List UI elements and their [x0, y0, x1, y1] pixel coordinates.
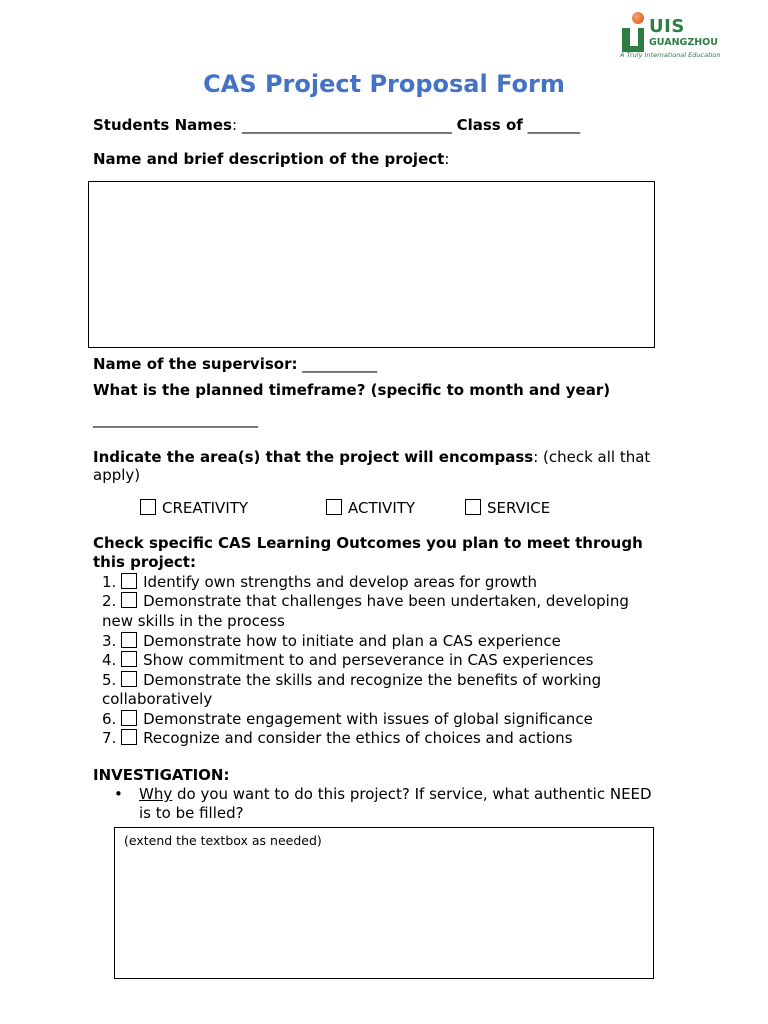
timeframe-question: What is the planned timeframe? (specific to month and year)	[93, 381, 611, 399]
class-blank[interactable]: _______	[527, 116, 581, 134]
outcome-text: Demonstrate how to initiate and plan a CAS experience	[143, 632, 561, 650]
class-label: Class of	[456, 116, 523, 134]
project-description-box[interactable]	[88, 181, 655, 348]
students-line	[93, 116, 580, 134]
outcome-text: Demonstrate the skills and recognize the benefits of working	[143, 671, 602, 689]
outcome-item[interactable]	[102, 573, 537, 591]
outcome-checkbox[interactable]	[121, 573, 137, 589]
creativity-checkbox[interactable]	[140, 499, 156, 515]
supervisor-label: Name of the supervisor:	[93, 355, 298, 373]
outcome-text: Identify own strengths and develop areas for growth	[143, 573, 538, 591]
outcome-number: 6.	[102, 710, 117, 728]
textbox-hint: (extend the textbox as needed)	[124, 833, 322, 848]
service-checkbox[interactable]	[465, 499, 481, 515]
supervisor-line	[93, 355, 377, 373]
investigation-heading: INVESTIGATION:	[93, 766, 230, 784]
outcome-checkbox[interactable]	[121, 651, 137, 667]
logo-mark-icon	[620, 24, 646, 54]
areas-note-continued: apply)	[93, 466, 141, 484]
why-word: Why	[139, 785, 173, 803]
logo-tagline: A Truly International Education	[620, 51, 721, 59]
outcome-text-continued: collaboratively	[102, 690, 213, 708]
outcome-checkbox[interactable]	[121, 671, 137, 687]
project-label: Name and brief description of the project	[93, 150, 445, 168]
outcome-item[interactable]	[102, 729, 573, 747]
outcomes-heading-continued: this project:	[93, 553, 196, 571]
supervisor-blank[interactable]: __________	[302, 355, 378, 373]
outcome-number: 1.	[102, 573, 117, 591]
investigation-question	[139, 785, 652, 803]
outcome-checkbox[interactable]	[121, 710, 137, 726]
outcome-number: 3.	[102, 632, 117, 650]
investigation-answer-box[interactable]	[114, 827, 654, 979]
activity-checkbox[interactable]	[326, 499, 342, 515]
area-option-service[interactable]	[465, 499, 550, 517]
outcome-item[interactable]	[102, 710, 593, 728]
outcome-number: 4.	[102, 651, 117, 669]
outcome-checkbox[interactable]	[121, 632, 137, 648]
project-colon: :	[444, 150, 450, 168]
outcome-text-continued: new skills in the process	[102, 612, 285, 630]
outcome-checkbox[interactable]	[121, 592, 137, 608]
outcome-text: Demonstrate engagement with issues of global significance	[143, 710, 593, 728]
outcome-checkbox[interactable]	[121, 729, 137, 745]
creativity-label: CREATIVITY	[162, 499, 249, 517]
area-option-creativity[interactable]	[140, 499, 248, 517]
outcome-item[interactable]	[102, 671, 601, 689]
investigation-bullet: •	[114, 785, 123, 803]
students-separator: :	[231, 116, 242, 134]
outcome-item[interactable]	[102, 632, 561, 650]
school-logo	[620, 12, 730, 58]
outcome-number: 5.	[102, 671, 117, 689]
project-description-heading	[93, 150, 449, 168]
timeframe-blank[interactable]: ______________________	[93, 410, 258, 428]
outcome-text: Recognize and consider the ethics of choices and actions	[143, 729, 573, 747]
outcome-item[interactable]	[102, 592, 629, 610]
areas-label: Indicate the area(s) that the project will encompass	[93, 448, 534, 466]
investigation-question-continued: is to be filled?	[139, 804, 244, 822]
page-title: CAS Project Proposal Form	[203, 70, 565, 98]
logo-ball-icon	[632, 12, 644, 24]
outcome-item[interactable]	[102, 651, 593, 669]
students-blank[interactable]: ____________________________	[241, 116, 452, 134]
outcomes-heading: Check specific CAS Learning Outcomes you plan to meet through	[93, 534, 643, 552]
areas-heading	[93, 448, 650, 466]
students-label: Students Names	[93, 116, 232, 134]
outcome-text: Show commitment to and perseverance in CAS experiences	[143, 651, 594, 669]
outcome-text: Demonstrate that challenges have been undertaken, developing	[143, 592, 629, 610]
area-option-activity[interactable]	[326, 499, 415, 517]
outcome-number: 7.	[102, 729, 117, 747]
logo-name: UIS	[649, 16, 685, 37]
logo-city: GUANGZHOU	[649, 37, 718, 48]
outcome-number: 2.	[102, 592, 117, 610]
service-label: SERVICE	[487, 499, 551, 517]
activity-label: ACTIVITY	[348, 499, 416, 517]
areas-note: : (check all that	[533, 448, 651, 466]
investigation-question-text: do you want to do this project? If service, what authentic NEED	[172, 785, 652, 803]
